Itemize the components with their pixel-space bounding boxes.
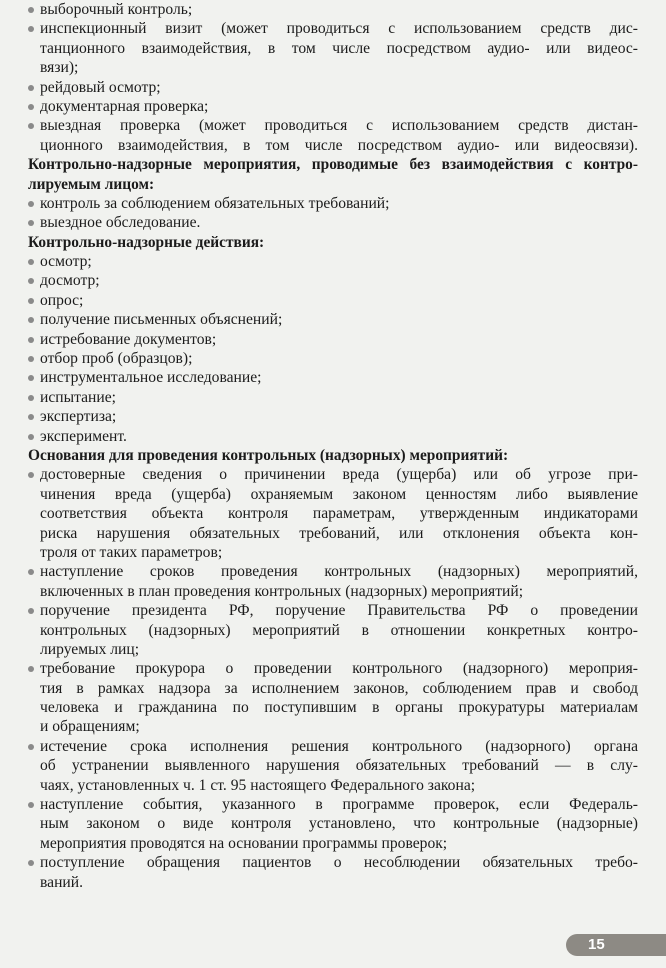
bullet-icon: [28, 337, 34, 343]
list-item: [28, 291, 638, 310]
line-text: инспекционный визит (может проводиться с использованием средств дис-: [40, 20, 638, 38]
list-item-continuation: [28, 504, 638, 523]
list-item: [28, 97, 638, 116]
list-item-continuation: [28, 136, 638, 155]
line-text: досмотр;: [40, 272, 100, 290]
section-heading: [28, 233, 638, 252]
line-text: лируемым лицом:: [28, 175, 155, 193]
line-text: опрос;: [40, 291, 84, 309]
list-item: [28, 601, 638, 620]
bullet-icon: [28, 860, 34, 866]
line-text: наступление события, указанного в программе проверок, если Федераль-: [40, 796, 638, 814]
line-text: вязи);: [40, 59, 79, 77]
list-item: [28, 194, 638, 213]
list-item: [28, 349, 638, 368]
bullet-icon: [28, 278, 34, 284]
line-text: выездная проверка (может проводиться с использованием средств дистан-: [40, 117, 638, 135]
line-text: отбор проб (образцов);: [40, 350, 193, 368]
bullet-icon: [28, 201, 34, 207]
list-item-continuation: [28, 756, 638, 775]
list-item: [28, 388, 638, 407]
line-text: истечение срока исполнения решения контрольного (надзорного) органа: [40, 737, 638, 755]
bullet-icon: [28, 26, 34, 32]
line-text: эксперимент.: [40, 427, 127, 445]
page-number: 15: [566, 934, 666, 956]
list-item: [28, 78, 638, 97]
line-text: достоверные сведения о причинении вреда (ущерба) или об угрозе при-: [40, 466, 638, 484]
list-item-continuation: [28, 834, 638, 853]
line-text: поступление обращения пациентов о несоблюдении обязательных требо-: [40, 854, 638, 872]
bullet-icon: [28, 7, 34, 13]
document-body: [28, 0, 638, 892]
list-item: [28, 427, 638, 446]
line-text: чаях, установленных ч. 1 ст. 95 настоящего Федерального закона;: [40, 776, 476, 794]
list-item: [28, 368, 638, 387]
bullet-icon: [28, 220, 34, 226]
list-item-continuation: [28, 698, 638, 717]
line-text: человека и гражданина по поступившим в органы прокуратуры материалам: [40, 699, 638, 717]
list-item: [28, 659, 638, 678]
list-item-continuation: [28, 873, 638, 892]
list-item-continuation: [28, 717, 638, 736]
list-item: [28, 407, 638, 426]
bullet-icon: [28, 666, 34, 672]
list-item-continuation: [28, 39, 638, 58]
bullet-icon: [28, 608, 34, 614]
bullet-icon: [28, 104, 34, 110]
bullet-icon: [28, 123, 34, 129]
line-text: мероприятия проводятся на основании программы проверок;: [40, 834, 448, 852]
bullet-icon: [28, 395, 34, 401]
line-text: соответствия объекта контроля параметрам, утвержденным индикаторами: [40, 505, 638, 523]
line-text: истребование документов;: [40, 330, 217, 348]
bullet-icon: [28, 414, 34, 420]
list-item: [28, 465, 638, 484]
line-text: об устранении выявленного нарушения обязательных требований — в слу-: [40, 757, 638, 775]
line-text: лируемых лиц;: [40, 640, 140, 658]
section-heading: [28, 446, 638, 465]
line-text: экспертиза;: [40, 408, 117, 426]
section-heading: [28, 155, 638, 174]
bullet-icon: [28, 802, 34, 808]
line-text: поручение президента РФ, поручение Правительства РФ о проведении: [40, 602, 638, 620]
line-text: контрольных (надзорных) мероприятий в отношении конкретных контро-: [40, 621, 638, 639]
line-text: и обращениям;: [40, 718, 140, 736]
line-text: контроль за соблюдением обязательных требований;: [40, 194, 390, 212]
line-text: выборочный контроль;: [40, 1, 193, 18]
bullet-icon: [28, 744, 34, 750]
list-item-continuation: [28, 814, 638, 833]
line-text: Основания для проведения контрольных (надзорных) мероприятий:: [28, 446, 509, 464]
line-text: осмотр;: [40, 253, 92, 271]
line-text: включенных в план проведения контрольных (надзорных) мероприятий;: [40, 582, 524, 600]
list-item-continuation: [28, 582, 638, 601]
line-text: инструментальное исследование;: [40, 369, 262, 387]
list-item: [28, 737, 638, 756]
list-item-continuation: [28, 524, 638, 543]
line-text: Контрольно-надзорные действия:: [28, 233, 265, 251]
bullet-icon: [28, 356, 34, 362]
line-text: выездное обследование.: [40, 214, 201, 232]
list-item-continuation: [28, 543, 638, 562]
line-text: риска нарушения обязательных требований, или отклонения объекта кон-: [40, 524, 638, 542]
list-item-continuation: [28, 776, 638, 795]
list-item: [28, 310, 638, 329]
list-item: [28, 853, 638, 872]
section-heading: [28, 175, 638, 194]
bullet-icon: [28, 569, 34, 575]
line-text: ваний.: [40, 873, 84, 891]
list-item: [28, 0, 638, 19]
bullet-icon: [28, 375, 34, 381]
list-item-continuation: [28, 485, 638, 504]
bullet-icon: [28, 259, 34, 265]
line-text: троля от таких параметров;: [40, 543, 223, 561]
list-item-continuation: [28, 58, 638, 77]
list-item: [28, 116, 638, 135]
list-item: [28, 330, 638, 349]
bullet-icon: [28, 434, 34, 440]
line-text: получение письменных объяснений;: [40, 311, 283, 329]
list-item-continuation: [28, 640, 638, 659]
bullet-icon: [28, 85, 34, 91]
line-text: наступление сроков проведения контрольных (надзорных) мероприятий,: [40, 563, 638, 581]
line-text: чинения вреда (ущерба) охраняемым законом ценностям либо выявление: [40, 485, 638, 503]
list-item: [28, 562, 638, 581]
line-text: ным законом о виде контроля установлено, что контрольные (надзорные): [40, 815, 638, 833]
list-item: [28, 795, 638, 814]
list-item: [28, 271, 638, 290]
line-text: требование прокурора о проведении контрольного (надзорного) мероприя-: [40, 660, 638, 678]
list-item-continuation: [28, 679, 638, 698]
line-text: испытание;: [40, 388, 116, 406]
bullet-icon: [28, 317, 34, 323]
list-item-continuation: [28, 621, 638, 640]
bullet-icon: [28, 298, 34, 304]
bullet-icon: [28, 472, 34, 478]
line-text: рейдовый осмотр;: [40, 78, 161, 96]
list-item: [28, 19, 638, 38]
line-text: документарная проверка;: [40, 97, 209, 115]
line-text: тия в рамках надзора за исполнением законов, соблюдением прав и свобод: [40, 679, 638, 697]
line-text: танционного взаимодействия, в том числе посредством аудио- или видеос-: [40, 39, 638, 57]
line-text: ционного взаимодействия, в том числе посредством аудио- или видеосвязи).: [40, 136, 638, 154]
list-item: [28, 213, 638, 232]
list-item: [28, 252, 638, 271]
line-text: Контрольно-надзорные мероприятия, проводимые без взаимодействия с контро-: [28, 156, 638, 174]
